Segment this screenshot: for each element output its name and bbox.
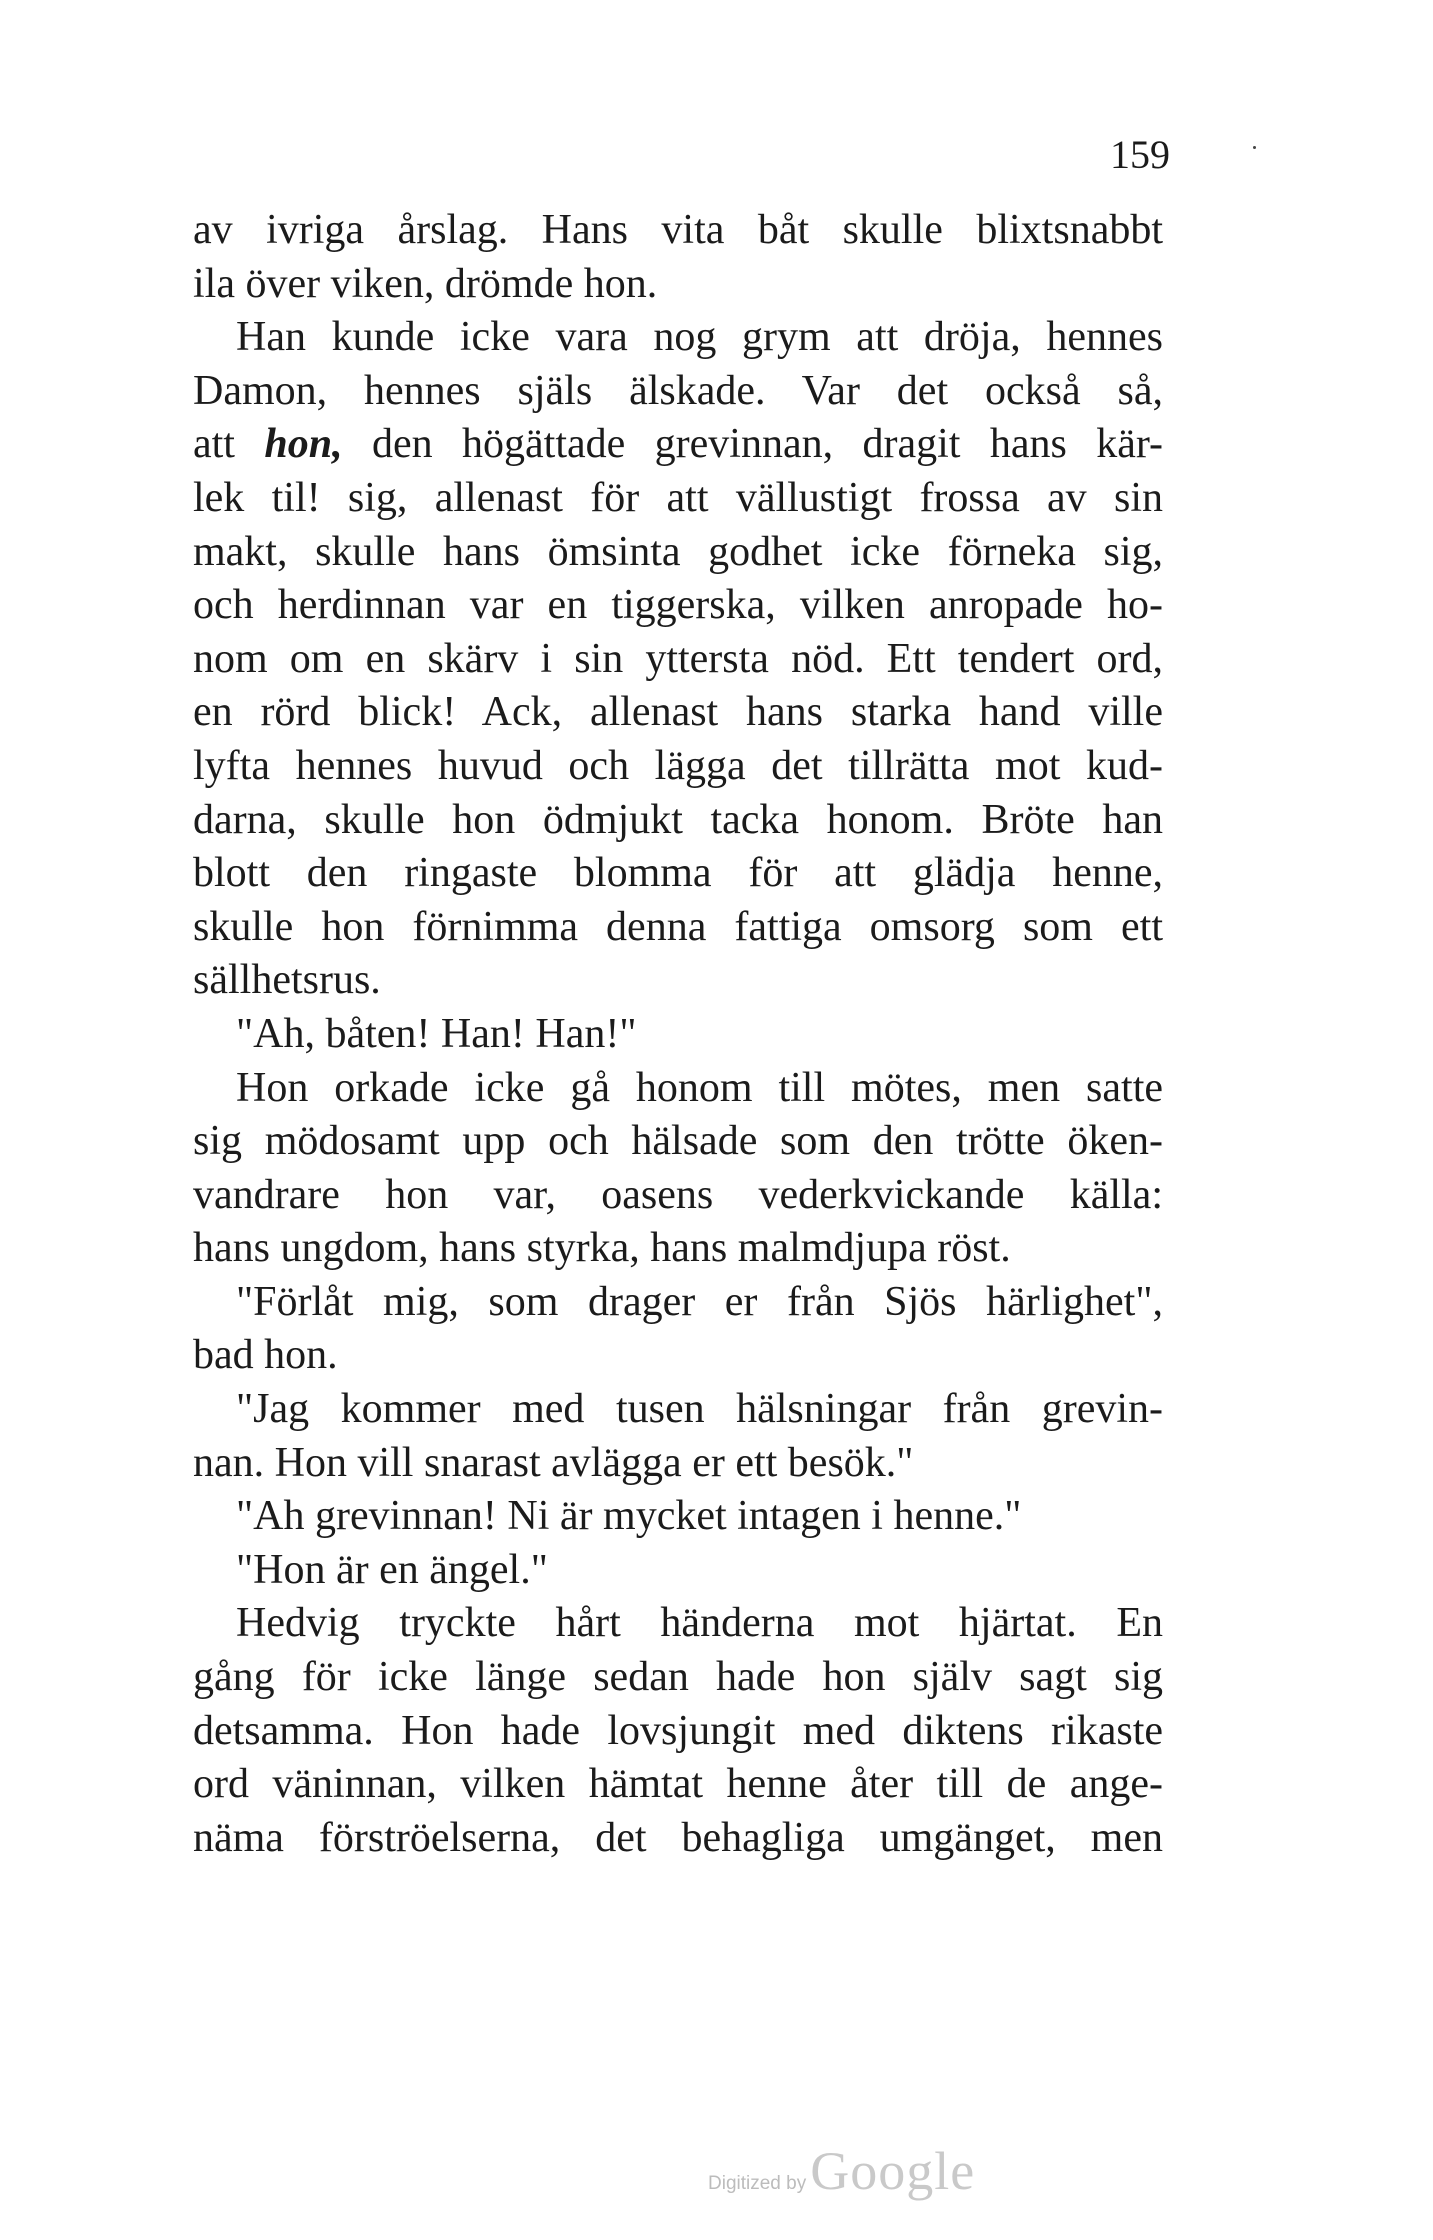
text-line — [193, 418, 1163, 472]
text-line: hans ungdom, hans styrka, hans malmdjupa röst. — [193, 1225, 1011, 1272]
text-line: sig mödosamt upp och hälsade som den trötte öken- — [193, 1118, 1163, 1165]
text-line: nom om en skärv i sin yttersta nöd. Ett tendert ord, — [193, 635, 1163, 682]
text-line: ila över viken, drömde hon. — [193, 260, 658, 307]
text-line: Hon orkade icke gå honom till mötes, men satte — [236, 1064, 1163, 1111]
text-line: sällhetsrus. — [193, 957, 381, 1004]
text-line: en rörd blick! Ack, allenast hans starka hand ville — [193, 689, 1163, 736]
text-line: Han kunde icke vara nog grym att dröja, hennes — [236, 314, 1163, 361]
text-line: "Ah, båten! Han! Han!" — [236, 1010, 637, 1057]
text-line: skulle hon förnimma denna fattiga omsorg som ett — [193, 903, 1163, 950]
text-line: av ivriga årslag. Hans vita båt skulle blixtsnabbt — [193, 207, 1163, 253]
google-logo: Google — [810, 2141, 976, 2201]
text-line: vandrare hon var, oasens vederkvickande källa: — [193, 1171, 1163, 1218]
text-line: darna, skulle hon ödmjukt tacka honom. Bröte han — [193, 796, 1163, 843]
page-number: 159 — [1110, 132, 1170, 177]
text-line: "Jag kommer med tusen hälsningar från grevin- — [236, 1386, 1163, 1433]
text-line: makt, skulle hans ömsinta godhet icke förneka sig, — [193, 528, 1163, 575]
text-line: Damon, hennes själs älskade. Var det också så, — [193, 367, 1163, 414]
text-line: och herdinnan var en tiggerska, vilken anropade ho- — [193, 582, 1163, 629]
text-line: lyfta hennes huvud och lägga det tillrätta mot kud- — [193, 742, 1163, 789]
text-line: lek til! sig, allenast för att vällustigt frossa av sin — [193, 474, 1163, 521]
text-line: detsamma. Hon hade lovsjungit med diktens rikaste — [193, 1707, 1163, 1754]
text-line: bad hon. — [193, 1332, 338, 1379]
body-text — [193, 204, 1163, 1865]
text-line: gång för icke länge sedan hade hon själv sagt sig — [193, 1654, 1163, 1701]
speck-mark — [1253, 146, 1256, 149]
text-line: blott den ringaste blomma för att glädja henne, — [193, 850, 1163, 897]
text-fragment: den högättade grevinnan, dragit hans kär- — [342, 421, 1163, 468]
text-fragment: att — [193, 421, 265, 468]
digitization-watermark — [708, 2140, 975, 2200]
text-line: "Förlåt mig, som drager er från Sjös härlighet", — [236, 1278, 1163, 1325]
text-line: "Ah grevinnan! Ni är mycket intagen i henne." — [236, 1493, 1022, 1540]
text-line: näma förströelserna, det behagliga umgänget, men — [193, 1814, 1163, 1861]
text-line: "Hon är en ängel." — [236, 1546, 548, 1593]
emphasized-word: hon, — [264, 421, 343, 468]
text-line: ord väninnan, vilken hämtat henne åter till de ange- — [193, 1761, 1163, 1808]
watermark-prefix: Digitized by — [708, 2173, 807, 2194]
text-line: Hedvig tryckte hårt händerna mot hjärtat. En — [236, 1600, 1163, 1647]
text-line: nan. Hon vill snarast avlägga er ett besök." — [193, 1439, 914, 1486]
